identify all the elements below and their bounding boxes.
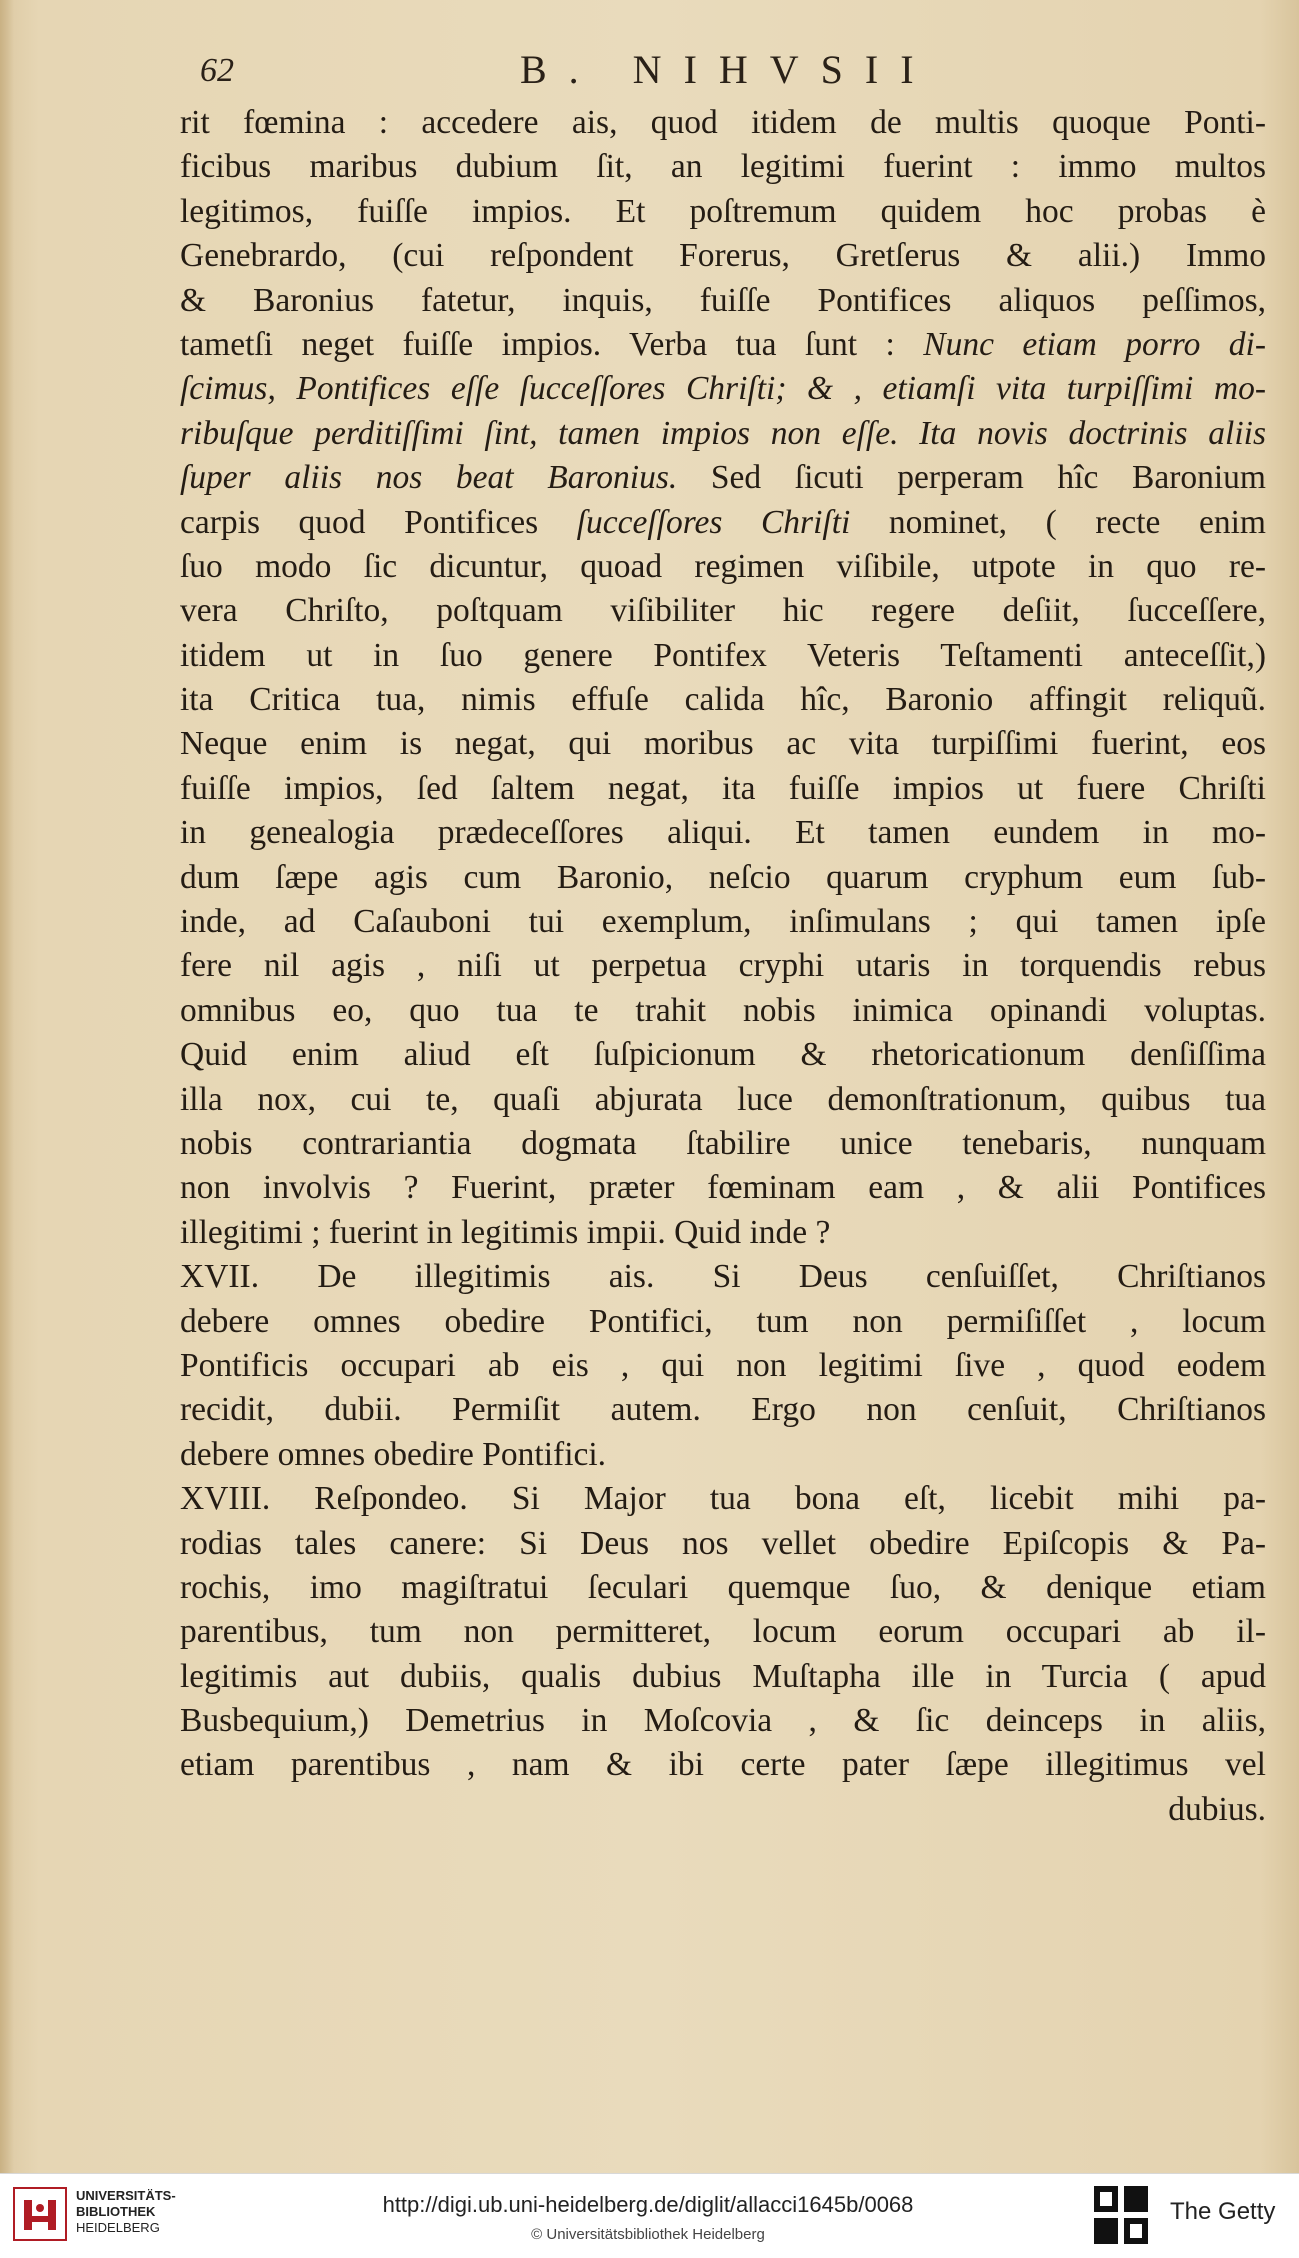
text-segment: Quid enim aliud eſt ſuſpicionum & rhetoricationum denſiſſima bbox=[180, 1036, 1266, 1074]
text-line bbox=[180, 279, 1266, 323]
text-segment: Genebrardo, (cui reſpondent Forerus, Gretſerus & alii.) Immo bbox=[180, 237, 1266, 275]
text-line bbox=[180, 1655, 1266, 1699]
text-segment: legitimos, fuiſſe impios. Et poſtremum quidem hoc probas è bbox=[180, 192, 1266, 230]
text-line bbox=[180, 234, 1266, 278]
text-segment: fere nil agis , niſi ut perpetua cryphi utaris in torquendis rebus bbox=[180, 947, 1266, 985]
text-line bbox=[180, 1255, 1266, 1299]
text-line bbox=[180, 545, 1266, 589]
partner-name: The Getty bbox=[1170, 2198, 1276, 2225]
text-segment: illa nox, cui te, quaſi abjurata luce demonſtrationum, quibus tua bbox=[180, 1080, 1266, 1118]
text-segment: inde, ad Caſauboni tui exemplum, inſimulans ; qui tamen ipſe bbox=[180, 903, 1266, 941]
institution-line-1: UNIVERSITÄTS- bbox=[76, 2188, 176, 2203]
text-segment: & Baronius fatetur, inquis, fuiſſe Pontifices aliquos peſſimos, bbox=[180, 281, 1266, 319]
text-line bbox=[180, 1743, 1266, 1787]
text-line bbox=[180, 811, 1266, 855]
text-segment: rochis, imo magiſtratui ſeculari quemque ſuo, & denique etiam bbox=[180, 1568, 1266, 1606]
text-segment: Pontificis occupari ab eis , qui non legitimi ſive , quod eodem bbox=[180, 1346, 1266, 1384]
text-segment: ſuo modo ſic dicuntur, quoad regimen viſibile, utpote in quo re- bbox=[180, 547, 1266, 585]
text-segment: fuiſſe impios, ſed ſaltem negat, ita fuiſſe impios ut fuere Chriſti bbox=[180, 769, 1266, 807]
text-segment: debere omnes obedire Pontifici. bbox=[180, 1435, 607, 1473]
text-line bbox=[180, 145, 1266, 189]
text-line bbox=[180, 1078, 1266, 1122]
text-line bbox=[180, 323, 1266, 367]
text-line bbox=[180, 1122, 1266, 1166]
text-line bbox=[180, 412, 1266, 456]
italic-segment: ribuſque perditiſſimi ſint, tamen impios non eſſe. Ita novis doctrinis aliis bbox=[180, 414, 1266, 452]
text-line bbox=[180, 1166, 1266, 1210]
text-line bbox=[180, 767, 1266, 811]
italic-segment: ſuper aliis nos beat Baronius. bbox=[180, 459, 678, 497]
institution-name bbox=[76, 2188, 176, 2236]
page-number: 62 bbox=[200, 52, 234, 89]
text-segment: etiam parentibus , nam & ibi certe pater ſæpe illegitimus vel bbox=[180, 1746, 1266, 1784]
text-segment: recidit, dubii. Permiſit autem. Ergo non cenſuit, Chriſtianos bbox=[180, 1391, 1266, 1429]
university-seal-icon bbox=[12, 2186, 68, 2242]
text-line bbox=[180, 1433, 1266, 1477]
text-line bbox=[180, 989, 1266, 1033]
text-segment: Sed ſicuti perperam hîc Baronium bbox=[677, 459, 1266, 497]
text-segment: omnibus eo, quo tua te trahit nobis inimica opinandi voluptas. bbox=[180, 991, 1266, 1029]
source-url-link[interactable]: http://digi.ub.uni-heidelberg.de/diglit/allacci1645b/0068 bbox=[382, 2192, 914, 2217]
text-line bbox=[180, 456, 1266, 500]
institution-line-2: BIBLIOTHEK bbox=[76, 2204, 156, 2219]
italic-segment: Nunc etiam porro di- bbox=[923, 325, 1266, 363]
page-header bbox=[200, 46, 1200, 106]
text-segment: itidem ut in ſuo genere Pontifex Veteris Teſtamenti anteceſſit,) bbox=[180, 636, 1266, 674]
running-head: B. NIHVSII bbox=[520, 47, 936, 92]
text-line bbox=[180, 367, 1266, 411]
text-line bbox=[180, 634, 1266, 678]
text-segment: rodias tales canere: Si Deus nos vellet obedire Epiſcopis & Pa- bbox=[180, 1524, 1266, 1562]
text-line bbox=[180, 678, 1266, 722]
italic-segment: ſcimus, Pontifices eſſe ſucceſſores Chriſti; & , etiamſi vita turpiſſimi mo- bbox=[180, 370, 1266, 408]
text-segment: XVII. De illegitimis ais. Si Deus cenſuiſſet, Chriſtianos bbox=[180, 1258, 1266, 1296]
text-line bbox=[180, 944, 1266, 988]
text-line bbox=[180, 589, 1266, 633]
text-line bbox=[180, 722, 1266, 766]
italic-segment: ſucceſſores Chriſti bbox=[576, 503, 851, 541]
text-line bbox=[180, 1522, 1266, 1566]
text-line bbox=[180, 1388, 1266, 1432]
text-line bbox=[180, 1344, 1266, 1388]
text-segment: dubius. bbox=[1168, 1790, 1266, 1828]
text-segment: tametſi neget fuiſſe impios. Verba tua ſunt : bbox=[180, 325, 924, 363]
footer-bar bbox=[0, 2173, 1299, 2258]
body-text bbox=[180, 101, 1266, 1832]
text-line bbox=[180, 1566, 1266, 1610]
text-line bbox=[180, 1300, 1266, 1344]
text-line bbox=[180, 1788, 1266, 1832]
text-segment: nominet, ( recte enim bbox=[850, 503, 1266, 541]
text-line bbox=[180, 190, 1266, 234]
text-segment: rit fœmina : accedere ais, quod itidem de multis quoque Ponti- bbox=[180, 104, 1266, 141]
text-segment: legitimis aut dubiis, qualis dubius Muſtapha ille in Turcia ( apud bbox=[180, 1657, 1266, 1695]
text-segment: dum ſæpe agis cum Baronio, neſcio quarum cryphum eum ſub- bbox=[180, 858, 1266, 896]
copyright-text: © Universitätsbibliothek Heidelberg bbox=[531, 2226, 765, 2243]
text-segment: XVIII. Reſpondeo. Si Major tua bona eſt, licebit mihi pa- bbox=[180, 1480, 1266, 1518]
text-line bbox=[180, 1477, 1266, 1521]
text-segment: Neque enim is negat, qui moribus ac vita turpiſſimi fuerint, eos bbox=[180, 725, 1266, 763]
text-segment: non involvis ? Fuerint, præter fœminam eam , & alii Pontifices bbox=[180, 1169, 1266, 1207]
text-line bbox=[180, 501, 1266, 545]
text-line bbox=[180, 900, 1266, 944]
text-segment: Busbequium,) Demetrius in Moſcovia , & ſic deinceps in aliis, bbox=[180, 1702, 1266, 1740]
text-segment: carpis quod Pontifices bbox=[180, 503, 577, 541]
text-line bbox=[180, 1033, 1266, 1077]
text-segment: vera Chriſto, poſtquam viſibiliter hic regere deſiit, ſucceſſere, bbox=[180, 592, 1266, 630]
text-line bbox=[180, 856, 1266, 900]
text-segment: ficibus maribus dubium ſit, an legitimi fuerint : immo multos bbox=[180, 148, 1266, 186]
institution-line-3: HEIDELBERG bbox=[76, 2220, 160, 2235]
text-segment: illegitimi ; fuerint in legitimis impii. Quid inde ? bbox=[180, 1213, 831, 1251]
text-line bbox=[180, 1699, 1266, 1743]
text-segment: nobis contrariantia dogmata ſtabilire unice tenebaris, nunquam bbox=[180, 1124, 1266, 1162]
text-segment: ita Critica tua, nimis effuſe calida hîc, Baronio affingit reliquũ. bbox=[180, 681, 1266, 719]
text-line bbox=[180, 101, 1266, 145]
text-segment: parentibus, tum non permitteret, locum eorum occupari ab il- bbox=[180, 1613, 1266, 1651]
getty-logo-icon bbox=[1092, 2184, 1150, 2246]
text-segment: in genealogia prædeceſſores aliqui. Et tamen eundem in mo- bbox=[180, 814, 1266, 852]
text-segment: debere omnes obedire Pontifici, tum non permiſiſſet , locum bbox=[180, 1302, 1266, 1340]
text-line bbox=[180, 1610, 1266, 1654]
text-line bbox=[180, 1211, 1266, 1255]
